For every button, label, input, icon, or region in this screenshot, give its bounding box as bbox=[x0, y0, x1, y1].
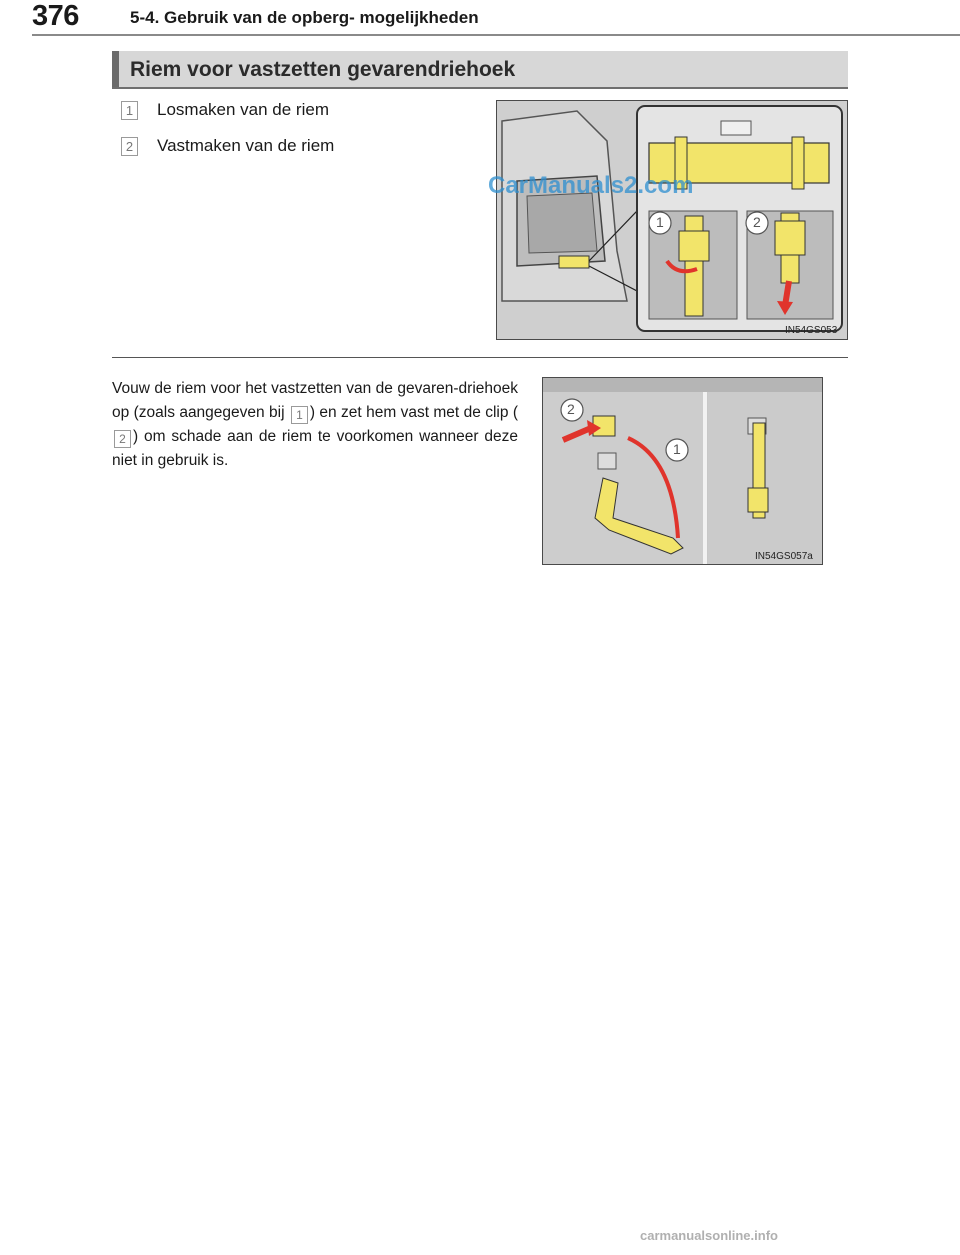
chapter-title: 5-4. Gebruik van de opberg- mogelijkheden bbox=[130, 8, 479, 27]
step-2-label: Vastmaken van de riem bbox=[157, 136, 335, 155]
paragraph-part2: ) en zet hem vast met de clip ( bbox=[309, 404, 518, 421]
figure1-callout-1: 1 bbox=[656, 214, 664, 230]
figure-trunk-strap bbox=[496, 100, 848, 340]
figure-fold-strap bbox=[542, 377, 823, 565]
paragraph-ref-2: 2 bbox=[114, 430, 131, 448]
figure-fold-strap-illustration bbox=[543, 378, 822, 564]
figure2-callout-1: 1 bbox=[673, 441, 681, 457]
paragraph-part1: Vouw de riem voor het vastzetten van de gevaren-driehoek op (zoals aangegeven bij bbox=[112, 380, 518, 421]
paragraph-ref-1: 1 bbox=[291, 406, 308, 424]
step-1-label: Losmaken van de riem bbox=[157, 100, 329, 119]
page-number: 376 bbox=[32, 0, 79, 32]
step-1-badge: 1 bbox=[121, 101, 138, 120]
section-banner-bar bbox=[112, 51, 119, 87]
instruction-paragraph bbox=[112, 377, 518, 473]
section-separator bbox=[112, 357, 848, 358]
footer-watermark: carmanualsonline.info bbox=[640, 1228, 778, 1243]
step-2-badge: 2 bbox=[121, 137, 138, 156]
figure-trunk-strap-illustration bbox=[497, 101, 847, 339]
figure2-callout-2: 2 bbox=[567, 401, 575, 417]
section-banner bbox=[112, 51, 848, 89]
figure2-code: IN54GS057a bbox=[755, 551, 813, 562]
section-title: Riem voor vastzetten gevarendriehoek bbox=[130, 58, 516, 81]
paragraph-part3: ) om schade aan de riem te voorkomen wanneer deze niet in gebruik is. bbox=[112, 428, 518, 469]
figure1-code: IN54GS053 bbox=[785, 325, 838, 336]
watermark-carmanuals2: CarManuals2.com bbox=[488, 172, 694, 199]
header-rule bbox=[32, 34, 960, 36]
figure1-callout-2: 2 bbox=[753, 214, 761, 230]
